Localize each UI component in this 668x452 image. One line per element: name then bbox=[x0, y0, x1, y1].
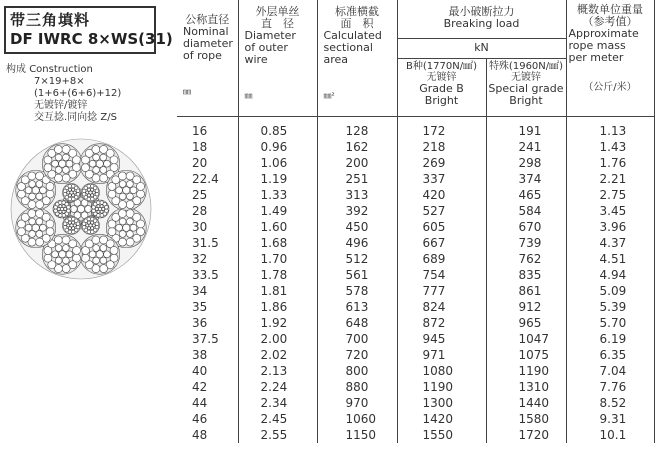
table-cell: 527 bbox=[397, 203, 486, 219]
table-cell: 965 bbox=[486, 315, 566, 331]
product-code: DF IWRC 8×WS(31) bbox=[10, 30, 173, 48]
spec-table bbox=[177, 0, 655, 443]
table-cell: 1.43 bbox=[566, 139, 654, 155]
table-cell: 30 bbox=[177, 219, 238, 235]
table-cell: 1.60 bbox=[238, 219, 317, 235]
table-cell: 1.68 bbox=[238, 235, 317, 251]
table-row bbox=[177, 155, 654, 171]
header-grade-b: B种(1770N/㎟) 无镀锌 Grade B Bright bbox=[397, 58, 486, 116]
table-cell: 861 bbox=[486, 283, 566, 299]
table-cell: 128 bbox=[317, 116, 397, 139]
table-cell: 512 bbox=[317, 251, 397, 267]
table-cell: 31.5 bbox=[177, 235, 238, 251]
table-cell: 5.70 bbox=[566, 315, 654, 331]
table-cell: 0.96 bbox=[238, 139, 317, 155]
table-cell: 298 bbox=[486, 155, 566, 171]
header-nominal-diameter: 公称直径 Nominal diameter of rope ㎜ bbox=[177, 0, 238, 116]
table-cell: 32 bbox=[177, 251, 238, 267]
table-cell: 496 bbox=[317, 235, 397, 251]
spec-table-body bbox=[177, 116, 654, 443]
table-cell: 835 bbox=[486, 267, 566, 283]
table-cell: 605 bbox=[397, 219, 486, 235]
table-cell: 8.52 bbox=[566, 395, 654, 411]
table-row bbox=[177, 235, 654, 251]
table-cell: 1.78 bbox=[238, 267, 317, 283]
table-cell: 200 bbox=[317, 155, 397, 171]
table-cell: 1190 bbox=[397, 379, 486, 395]
table-cell: 5.39 bbox=[566, 299, 654, 315]
table-cell: 42 bbox=[177, 379, 238, 395]
table-cell: 1550 bbox=[397, 427, 486, 443]
table-cell: 2.00 bbox=[238, 331, 317, 347]
table-cell: 945 bbox=[397, 331, 486, 347]
table-cell: 1.86 bbox=[238, 299, 317, 315]
table-row bbox=[177, 379, 654, 395]
table-cell: 6.19 bbox=[566, 331, 654, 347]
table-cell: 46 bbox=[177, 411, 238, 427]
header-outer-wire-diameter: 外层单丝 直 径 Diameter of outer wire ㎜ bbox=[238, 0, 317, 116]
table-cell: 1150 bbox=[317, 427, 397, 443]
table-cell: 420 bbox=[397, 187, 486, 203]
table-cell: 33.5 bbox=[177, 267, 238, 283]
header-sectional-area: 标准横截 面 积 Calculated sectional area ㎜² bbox=[317, 0, 397, 116]
table-cell: 25 bbox=[177, 187, 238, 203]
table-cell: 162 bbox=[317, 139, 397, 155]
table-cell: 337 bbox=[397, 171, 486, 187]
table-cell: 9.31 bbox=[566, 411, 654, 427]
product-title-cn: 带三角填料 bbox=[10, 11, 91, 29]
table-cell: 251 bbox=[317, 171, 397, 187]
table-cell: 584 bbox=[486, 203, 566, 219]
table-cell: 1047 bbox=[486, 331, 566, 347]
table-cell: 20 bbox=[177, 155, 238, 171]
table-cell: 1.70 bbox=[238, 251, 317, 267]
table-cell: 1060 bbox=[317, 411, 397, 427]
left-panel bbox=[0, 0, 176, 452]
table-cell: 1.92 bbox=[238, 315, 317, 331]
table-cell: 6.35 bbox=[566, 347, 654, 363]
table-cell: 38 bbox=[177, 347, 238, 363]
table-row bbox=[177, 395, 654, 411]
table-cell: 2.45 bbox=[238, 411, 317, 427]
table-cell: 465 bbox=[486, 187, 566, 203]
table-row bbox=[177, 411, 654, 427]
table-cell: 4.37 bbox=[566, 235, 654, 251]
table-cell: 374 bbox=[486, 171, 566, 187]
header-special-grade: 特殊(1960N/㎟) 无镀锌 Special grade Bright bbox=[486, 58, 566, 116]
table-row bbox=[177, 427, 654, 443]
table-cell: 689 bbox=[397, 251, 486, 267]
table-cell: 16 bbox=[177, 116, 238, 139]
table-cell: 1080 bbox=[397, 363, 486, 379]
table-cell: 4.51 bbox=[566, 251, 654, 267]
table-cell: 172 bbox=[397, 116, 486, 139]
table-row bbox=[177, 347, 654, 363]
table-cell: 10.1 bbox=[566, 427, 654, 443]
table-cell: 28 bbox=[177, 203, 238, 219]
table-cell: 2.24 bbox=[238, 379, 317, 395]
table-cell: 700 bbox=[317, 331, 397, 347]
table-cell: 44 bbox=[177, 395, 238, 411]
table-row bbox=[177, 116, 654, 139]
table-cell: 1.33 bbox=[238, 187, 317, 203]
table-cell: 241 bbox=[486, 139, 566, 155]
table-cell: 1190 bbox=[486, 363, 566, 379]
table-cell: 18 bbox=[177, 139, 238, 155]
table-cell: 1.76 bbox=[566, 155, 654, 171]
table-cell: 578 bbox=[317, 283, 397, 299]
table-cell: 450 bbox=[317, 219, 397, 235]
construction-line1: 7×19+8× bbox=[34, 76, 85, 87]
table-cell: 800 bbox=[317, 363, 397, 379]
table-cell: 1.19 bbox=[238, 171, 317, 187]
table-row bbox=[177, 299, 654, 315]
table-cell: 36 bbox=[177, 315, 238, 331]
table-cell: 670 bbox=[486, 219, 566, 235]
table-cell: 667 bbox=[397, 235, 486, 251]
table-row bbox=[177, 171, 654, 187]
table-cell: 1420 bbox=[397, 411, 486, 427]
table-cell: 218 bbox=[397, 139, 486, 155]
table-cell: 1.13 bbox=[566, 116, 654, 139]
table-cell: 754 bbox=[397, 267, 486, 283]
construction-line2: (1+6+(6+6)+12) bbox=[34, 88, 122, 99]
table-cell: 2.75 bbox=[566, 187, 654, 203]
construction-label-en: Construction bbox=[29, 64, 93, 75]
table-cell: 2.13 bbox=[238, 363, 317, 379]
table-cell: 970 bbox=[317, 395, 397, 411]
table-row bbox=[177, 363, 654, 379]
table-row bbox=[177, 331, 654, 347]
table-cell: 392 bbox=[317, 203, 397, 219]
table-cell: 1.49 bbox=[238, 203, 317, 219]
table-cell: 880 bbox=[317, 379, 397, 395]
table-cell: 1310 bbox=[486, 379, 566, 395]
table-cell: 0.85 bbox=[238, 116, 317, 139]
table-row bbox=[177, 139, 654, 155]
table-cell: 1440 bbox=[486, 395, 566, 411]
construction-label-cn: 构成 bbox=[6, 64, 26, 75]
construction-line3: 无镀锌/镀锌 bbox=[34, 100, 88, 111]
table-cell: 1720 bbox=[486, 427, 566, 443]
header-kn-unit: kN bbox=[397, 38, 566, 58]
table-row bbox=[177, 203, 654, 219]
table-cell: 739 bbox=[486, 235, 566, 251]
table-cell: 37.5 bbox=[177, 331, 238, 347]
table-cell: 777 bbox=[397, 283, 486, 299]
product-title-box bbox=[4, 6, 173, 54]
table-cell: 1300 bbox=[397, 395, 486, 411]
spec-table-wrap bbox=[177, 0, 655, 443]
table-cell: 2.02 bbox=[238, 347, 317, 363]
rope-cross-section-image bbox=[6, 137, 156, 282]
table-cell: 912 bbox=[486, 299, 566, 315]
table-cell: 561 bbox=[317, 267, 397, 283]
table-cell: 872 bbox=[397, 315, 486, 331]
table-cell: 4.94 bbox=[566, 267, 654, 283]
table-cell: 40 bbox=[177, 363, 238, 379]
table-cell: 7.04 bbox=[566, 363, 654, 379]
table-row bbox=[177, 219, 654, 235]
table-cell: 613 bbox=[317, 299, 397, 315]
table-cell: 3.96 bbox=[566, 219, 654, 235]
table-row bbox=[177, 283, 654, 299]
table-cell: 5.09 bbox=[566, 283, 654, 299]
table-cell: 191 bbox=[486, 116, 566, 139]
table-cell: 35 bbox=[177, 299, 238, 315]
table-cell: 971 bbox=[397, 347, 486, 363]
table-cell: 648 bbox=[317, 315, 397, 331]
table-row bbox=[177, 251, 654, 267]
table-cell: 2.21 bbox=[566, 171, 654, 187]
table-cell: 824 bbox=[397, 299, 486, 315]
table-cell: 720 bbox=[317, 347, 397, 363]
table-cell: 22.4 bbox=[177, 171, 238, 187]
table-cell: 3.45 bbox=[566, 203, 654, 219]
table-cell: 48 bbox=[177, 427, 238, 443]
table-cell: 1075 bbox=[486, 347, 566, 363]
table-cell: 269 bbox=[397, 155, 486, 171]
table-row bbox=[177, 315, 654, 331]
table-cell: 34 bbox=[177, 283, 238, 299]
header-breaking-load: 最小破断拉力 Breaking load bbox=[397, 0, 566, 38]
construction-line4: 交互捻.同向捻 Z/S bbox=[34, 112, 117, 123]
table-cell: 2.55 bbox=[238, 427, 317, 443]
table-cell: 313 bbox=[317, 187, 397, 203]
table-cell: 7.76 bbox=[566, 379, 654, 395]
table-cell: 2.34 bbox=[238, 395, 317, 411]
table-row bbox=[177, 187, 654, 203]
table-row bbox=[177, 267, 654, 283]
table-cell: 1580 bbox=[486, 411, 566, 427]
table-cell: 762 bbox=[486, 251, 566, 267]
construction-block bbox=[6, 64, 121, 124]
table-cell: 1.06 bbox=[238, 155, 317, 171]
header-rope-mass: 概数单位重量 （参考值） Approximate rope mass per meter （公斤/米） bbox=[566, 0, 654, 116]
table-cell: 1.81 bbox=[238, 283, 317, 299]
